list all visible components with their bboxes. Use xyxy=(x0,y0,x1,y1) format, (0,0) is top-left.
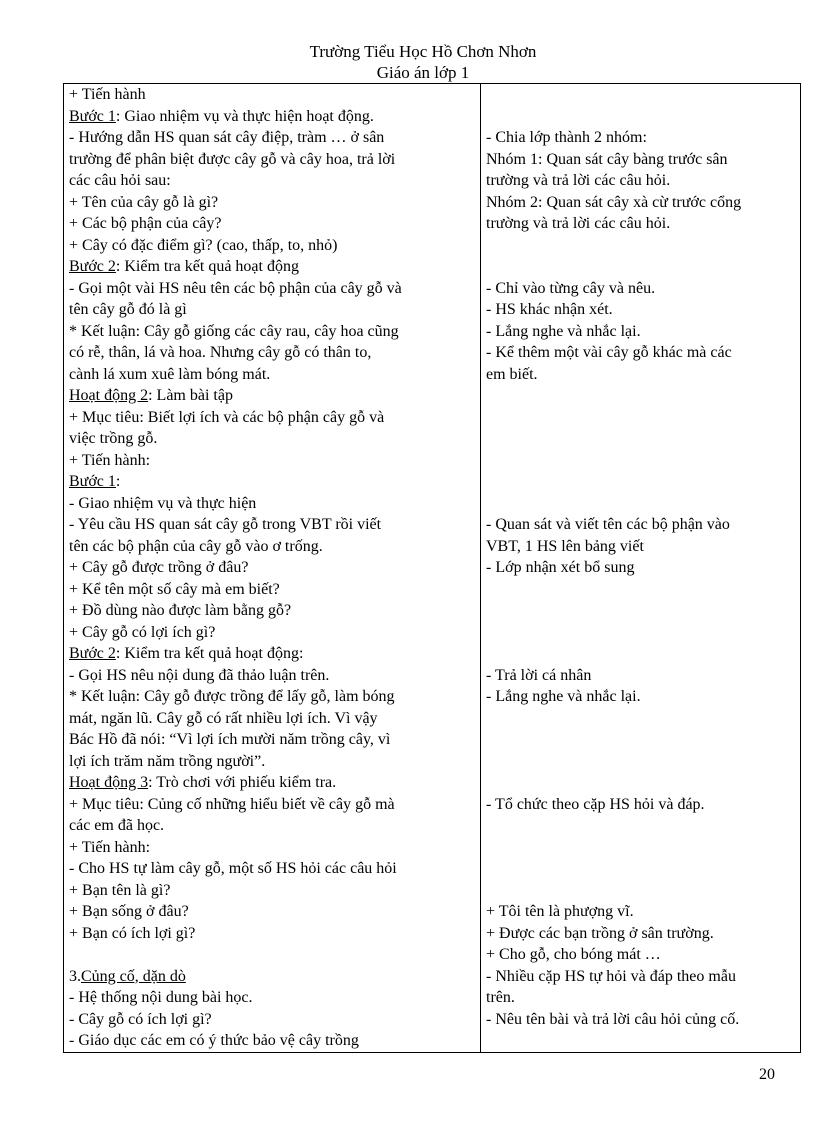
text-line: - Gọi một vài HS nêu tên các bộ phận của cây gỗ và xyxy=(69,279,402,297)
text-line: + Mục tiêu: Củng cố những hiểu biết về cây gỗ mà xyxy=(69,795,395,813)
page-number: 20 xyxy=(759,1066,775,1083)
text-line: Nhóm 1: Quan sát cây bàng trước sân xyxy=(486,150,728,168)
text-line: + Bạn sống ở đâu? xyxy=(69,903,189,920)
lesson-plan-subtitle: Giáo án lớp 1 xyxy=(376,63,470,82)
text-line: + Cây có đặc điểm gì? (cao, thấp, to, nhỏ) xyxy=(69,236,338,254)
text-line: - Giáo dục các em có ý thức bảo vệ cây trồng xyxy=(69,1032,359,1049)
text-line: - Lắng nghe và nhắc lại. xyxy=(486,688,641,705)
section-heading: 3.Củng cố, dặn dò xyxy=(69,967,186,985)
text-line: + Bạn có ích lợi gì? xyxy=(69,924,196,942)
text-line: mát, ngăn lũ. Cây gỗ có rất nhiều lợi ích. Vì vậy xyxy=(69,709,378,727)
text-line: Bác Hồ đã nói: “Vì lợi ích mười năm trồng cây, vì xyxy=(69,731,391,748)
text-line: - Hướng dẫn HS quan sát cây điệp, tràm … ở sân xyxy=(69,129,385,146)
text-line: + Tôi tên là phượng vĩ. xyxy=(486,903,634,920)
text-line: + Cây gỗ được trồng ở đâu? xyxy=(69,559,249,576)
text-line: + Mục tiêu: Biết lợi ích và các bộ phận cây gỗ và xyxy=(69,408,385,426)
text-line: các em đã học. xyxy=(69,817,165,834)
text-line: - Chia lớp thành 2 nhóm: xyxy=(486,129,647,146)
text-line: + Các bộ phận của cây? xyxy=(69,215,222,232)
text-line: + Tên của cây gỗ là gì? xyxy=(69,193,219,211)
text-line: việc trồng gỗ. xyxy=(69,430,158,447)
text-line: - Hệ thống nội dung bài học. xyxy=(69,989,253,1006)
text-line: - Nhiều cặp HS tự hỏi và đáp theo mẫu xyxy=(486,967,736,985)
text-line: * Kết luận: Cây gỗ được trồng để lấy gỗ, làm bóng xyxy=(69,688,395,705)
text-line: - Cho HS tự làm cây gỗ, một số HS hỏi các câu hỏi xyxy=(69,860,397,877)
text-line: + Đồ dùng nào được làm bằng gỗ? xyxy=(69,602,292,619)
text-line: - Gọi HS nêu nội dung đã thảo luận trên. xyxy=(69,666,330,684)
text-line: - Nêu tên bài và trả lời câu hỏi củng cố. xyxy=(486,1010,740,1028)
text-line: trường và trả lời các câu hỏi. xyxy=(486,215,671,232)
text-line: tên cây gỗ đó là gì xyxy=(69,301,187,318)
school-name: Trường Tiểu Học Hồ Chơn Nhơn xyxy=(309,42,537,61)
text-line: - Lắng nghe và nhắc lại. xyxy=(486,322,641,340)
text-line: trên. xyxy=(486,989,515,1006)
step-heading: Bước 1: xyxy=(69,473,121,490)
step-heading: Bước 2: Kiểm tra kết quả hoạt động: xyxy=(69,645,304,662)
text-line: - Quan sát và viết tên các bộ phận vào xyxy=(486,516,730,533)
text-line: - Chỉ vào từng cây và nêu. xyxy=(486,279,656,297)
step-heading: Bước 1: Giao nhiệm vụ và thực hiện hoạt động. xyxy=(69,107,374,125)
text-line: có rễ, thân, lá và hoa. Nhưng cây gỗ có thân to, xyxy=(69,344,372,361)
text-line: + Tiến hành: xyxy=(69,451,151,469)
text-line: - Yêu cầu HS quan sát cây gỗ trong VBT rồi viết xyxy=(69,516,382,533)
text-line: + Cây gỗ có lợi ích gì? xyxy=(69,623,216,641)
text-line: cành lá xum xuê làm bóng mát. xyxy=(69,365,271,383)
text-line: các câu hỏi sau: xyxy=(69,172,171,189)
text-line: - Kể thêm một vài cây gỗ khác mà các xyxy=(486,344,732,361)
teacher-activities-column xyxy=(64,84,481,1053)
text-line: + Được các bạn trồng ở sân trường. xyxy=(486,924,714,942)
text-line: - HS khác nhận xét. xyxy=(486,301,613,318)
text-line: + Bạn tên là gì? xyxy=(69,881,171,899)
blank-line xyxy=(69,944,475,966)
text-line: * Kết luận: Cây gỗ giống các cây rau, cây hoa cũng xyxy=(69,322,399,340)
text-line: trường và trả lời các câu hỏi. xyxy=(486,172,671,189)
text-line: trường để phân biệt được cây gỗ và cây hoa, trả lời xyxy=(69,150,396,168)
text-line: + Tiến hành xyxy=(69,86,146,103)
text-line: tên các bộ phận của cây gỗ vào ơ trống. xyxy=(69,537,323,555)
text-line: + Tiến hành: xyxy=(69,838,151,856)
text-line: em biết. xyxy=(486,365,538,383)
lesson-table xyxy=(63,83,801,1053)
text-line: lợi ích trăm năm trồng người”. xyxy=(69,752,266,770)
text-line: - Tổ chức theo cặp HS hỏi và đáp. xyxy=(486,795,705,813)
step-heading: Bước 2: Kiểm tra kết quả hoạt động xyxy=(69,258,299,275)
text-line: - Cây gỗ có ích lợi gì? xyxy=(69,1010,212,1028)
text-line: + Kể tên một số cây mà em biết? xyxy=(69,580,280,598)
text-line: VBT, 1 HS lên bảng viết xyxy=(486,537,644,555)
activity-heading: Hoạt động 3: Trò chơi với phiếu kiểm tra. xyxy=(69,774,337,791)
student-activities-column xyxy=(481,84,801,1053)
text-line: - Lớp nhận xét bổ sung xyxy=(486,559,635,576)
activity-heading: Hoạt động 2: Làm bài tập xyxy=(69,387,233,404)
text-line: - Trả lời cá nhân xyxy=(486,666,592,684)
text-line: - Giao nhiệm vụ và thực hiện xyxy=(69,494,257,512)
text-line: Nhóm 2: Quan sát cây xà cừ trước cổng xyxy=(486,193,742,211)
text-line: + Cho gỗ, cho bóng mát … xyxy=(486,946,661,963)
